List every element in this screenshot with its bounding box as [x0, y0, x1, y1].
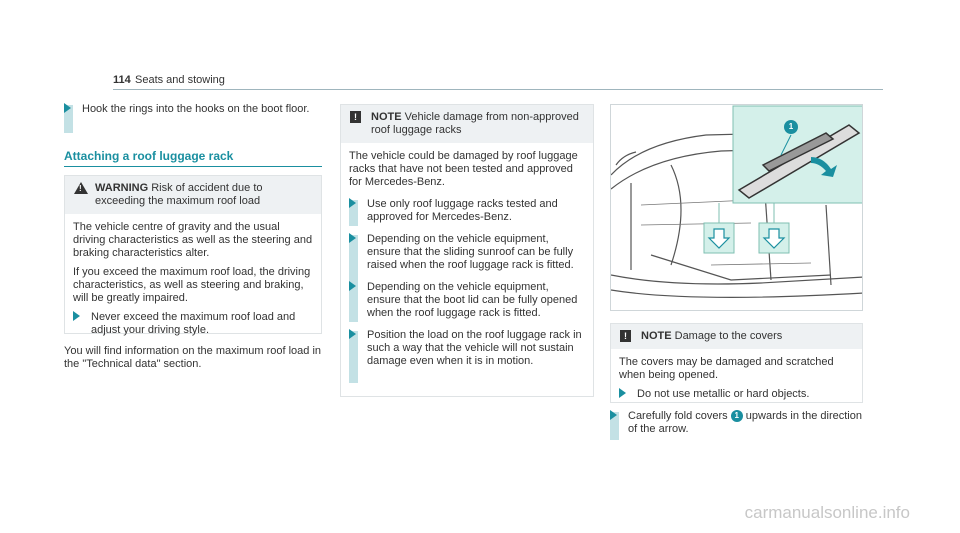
note-step	[349, 233, 585, 272]
warning-step	[73, 311, 313, 337]
note-summary: Damage to the covers	[674, 330, 783, 342]
roof-rail-cover-illustration	[610, 104, 863, 311]
step-text-post: upwards in the direction of the arrow.	[628, 410, 862, 435]
note-label: NOTE	[641, 330, 672, 342]
step-arrow-icon	[349, 281, 356, 291]
note-text: The vehicle could be damaged by roof luggage racks that have not been tested and approved for Mercedes-Benz.	[349, 150, 578, 188]
section-rule	[64, 166, 322, 167]
note-step	[619, 388, 854, 401]
callout-number-icon: 1	[731, 410, 743, 422]
note-body	[611, 349, 862, 409]
step-hook-rings	[64, 103, 322, 116]
note-box-covers	[610, 323, 863, 403]
warning-step-text: Never exceed the maximum roof load and adjust your driving style.	[91, 311, 296, 336]
section-heading: Attaching a roof luggage rack	[64, 149, 234, 163]
step-arrow-icon	[610, 410, 617, 420]
note-step-text: Do not use metallic or hard objects.	[637, 388, 810, 400]
note-body	[341, 143, 593, 376]
step-text: Hook the rings into the hooks on the boot floor.	[82, 103, 310, 115]
step-arrow-icon	[73, 311, 80, 321]
page-number: 114	[113, 74, 131, 86]
step-text-pre: Carefully fold covers	[628, 410, 728, 422]
page-header	[113, 74, 883, 90]
warning-box	[64, 175, 322, 334]
note-box-roof-rack	[340, 104, 594, 397]
warning-label: WARNING	[95, 182, 149, 194]
step-arrow-icon	[64, 103, 71, 113]
note-step	[349, 198, 585, 224]
step-arrow-icon	[349, 233, 356, 243]
warning-text-2: If you exceed the maximum roof load, the driving characteristics, as well as steering and braking, will be greatly impaired.	[73, 266, 311, 304]
page-title: Seats and stowing	[135, 74, 225, 86]
callout-number-icon: 1	[785, 121, 797, 133]
step-arrow-icon	[349, 329, 356, 339]
note-step-text: Depending on the vehicle equipment, ensure that the sliding sunroof can be fully raised when the roof luggage rack is fitted.	[367, 233, 574, 271]
warning-triangle-icon: !	[74, 182, 88, 194]
note-label: NOTE	[371, 111, 402, 123]
warning-text-1: The vehicle centre of gravity and the usual driving characteristics as well as the steering and braking characteristics alter.	[73, 221, 313, 259]
note-step-text: Depending on the vehicle equipment, ensure that the boot lid can be fully opened when the roof luggage rack is fitted.	[367, 281, 578, 319]
note-exclamation-icon: !	[620, 330, 631, 342]
note-exclamation-icon: !	[350, 111, 361, 123]
header-rule	[113, 89, 883, 90]
info-text: You will find information on the maximum roof load in the "Technical data" section.	[64, 345, 322, 370]
note-summary: Vehicle damage from non-approved roof luggage racks	[371, 111, 579, 136]
note-header	[611, 324, 862, 349]
note-text: The covers may be damaged and scratched when being opened.	[619, 356, 834, 381]
warning-summary: Risk of accident due to exceeding the maximum roof load	[95, 182, 263, 207]
note-header	[341, 105, 593, 143]
note-step	[349, 329, 585, 368]
note-step-text: Use only roof luggage racks tested and approved for Mercedes-Benz.	[367, 198, 558, 223]
note-step	[349, 281, 585, 320]
watermark: carmanualsonline.info	[744, 503, 910, 522]
warning-body	[65, 214, 321, 345]
warning-header	[65, 176, 321, 214]
note-step-text: Position the load on the roof luggage rack in such a way that the vehicle will not sustain damage even when it is in motion.	[367, 329, 582, 367]
step-fold-covers	[610, 410, 863, 436]
step-arrow-icon	[619, 388, 626, 398]
step-arrow-icon	[349, 198, 356, 208]
car-roof-drawing	[611, 105, 863, 311]
